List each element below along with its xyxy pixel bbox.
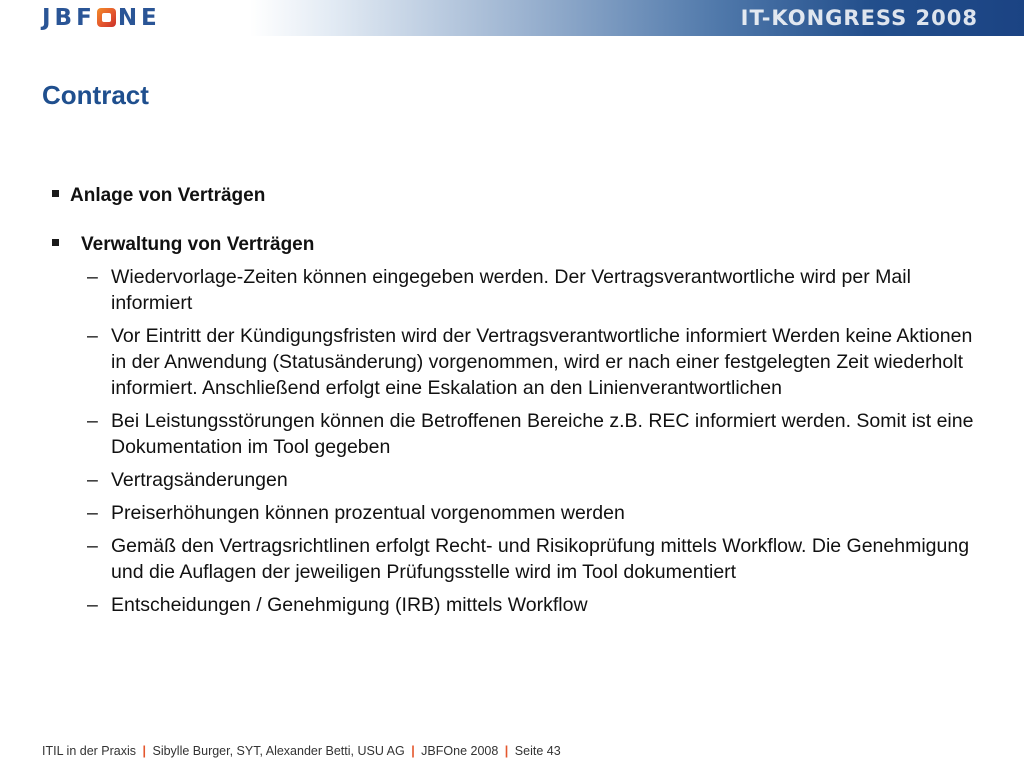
sub-bullet-item [84, 592, 984, 618]
sub-bullet-item [84, 408, 984, 460]
sub-bullet-text: Preiserhöhungen können prozentual vorgenommen werden [111, 502, 625, 524]
bullet-label: Verwaltung von Verträgen [81, 234, 315, 255]
jbfone-logo [42, 4, 161, 32]
sub-bullet-item [84, 467, 984, 493]
sub-bullet-text: Bei Leistungsstörungen können die Betroffenen Bereiche z.B. REC informiert werden. Somit ist eine Dokumentation im Tool gegeben [111, 410, 974, 458]
footer-event: JBFOne 2008 [421, 744, 499, 758]
footer-authors: Sibylle Burger, SYT, Alexander Betti, USU AG [152, 744, 405, 758]
footer-topic: ITIL in der Praxis [42, 744, 137, 758]
footer-page-number: Seite 43 [514, 744, 561, 758]
footer-separator: | [142, 744, 146, 758]
footer-separator: | [411, 744, 415, 758]
bullet-anlage [52, 183, 265, 209]
dash-marker: – [87, 325, 98, 347]
sub-bullet-item [84, 500, 984, 526]
sub-bullet-text: Entscheidungen / Genehmigung (IRB) mittels Workflow [111, 594, 588, 616]
dash-marker: – [87, 594, 98, 616]
square-bullet-icon [52, 190, 59, 197]
bullet-verwaltung [52, 232, 314, 258]
dash-marker: – [87, 535, 98, 557]
dash-marker: – [87, 502, 98, 524]
sub-bullet-text: Gemäß den Vertragsrichtlinen erfolgt Recht- und Risikoprüfung mittels Workflow. Die Genehmigung und die Auflagen der jeweiligen Prüfungsstelle wird im Tool dokumentiert [111, 535, 970, 583]
dash-marker: – [87, 266, 98, 288]
sub-bullet-item [84, 323, 984, 401]
sub-bullet-text: Vertragsänderungen [111, 469, 288, 491]
bullet-label: Anlage von Verträgen [70, 185, 266, 206]
dash-marker: – [87, 410, 98, 432]
sub-bullet-item [84, 264, 984, 316]
dash-marker: – [87, 469, 98, 491]
sub-bullet-text: Wiedervorlage-Zeiten können eingegeben werden. Der Vertragsverantwortliche wird per Mail informiert [111, 266, 911, 314]
logo-letters-jbf: JBF [42, 5, 96, 31]
square-bullet-icon [52, 239, 59, 246]
event-title: IT-KONGRESS 2008 [740, 6, 978, 30]
sub-bullet-list [84, 264, 984, 625]
footer-separator: | [504, 744, 509, 758]
slide-title: Contract [42, 80, 149, 110]
logo-letters-ne: NE [117, 5, 161, 31]
sub-bullet-text: Vor Eintritt der Kündigungsfristen wird der Vertragsverantwortliche informiert Werden keine Aktionen in der Anwendung (Statusänderung) vorgenommen, wird er nach einer festgelegten Zeit wiederholt informiert. Anschließend erfolgt eine Eskalation an den Linienverantwortlichen [111, 325, 973, 399]
footer [42, 743, 561, 759]
logo-o-mark-icon [97, 8, 116, 27]
sub-bullet-item [84, 533, 984, 585]
